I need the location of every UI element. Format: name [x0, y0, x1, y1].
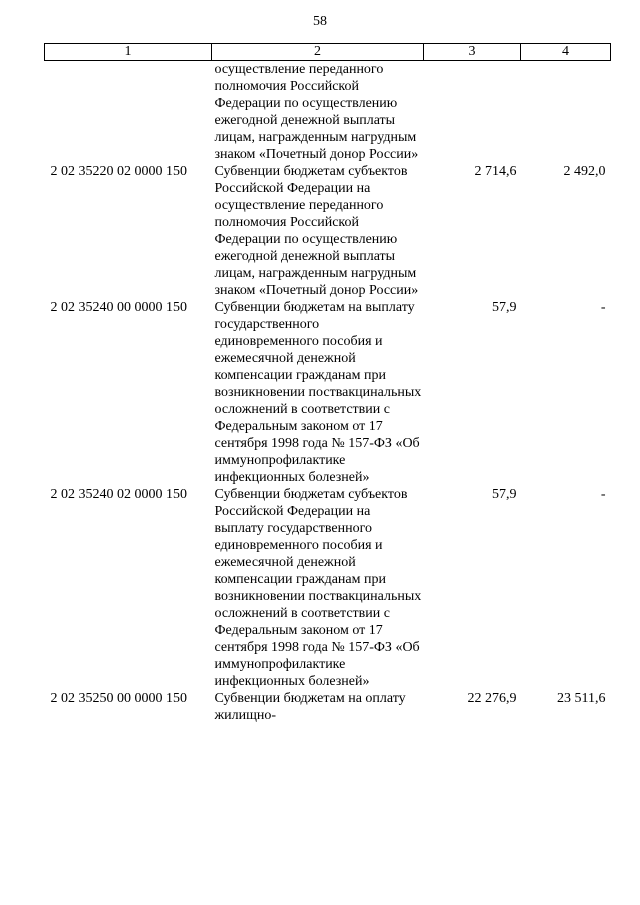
table-row — [45, 61, 611, 164]
row-code: 2 02 35250 00 0000 150 — [50, 691, 187, 706]
row-name: Субвенции бюджетам на выплату государственного единовременного пособия и ежемесячной денежной компенсации гражданам при возникновении поствакцинальных осложнений в соответствии с Федеральным законом от 17 сентября 1998 года № 157-ФЗ «Об иммунопрофилактике инфекционных болезней» — [214, 300, 422, 485]
header-col-1: 1 — [45, 44, 212, 61]
row-value-col4 — [521, 61, 611, 164]
page-number: 58 — [313, 14, 327, 29]
row-value-col3 — [424, 61, 521, 164]
header-col-2: 2 — [212, 44, 424, 61]
row-value-col4: 23 511,6 — [557, 691, 606, 706]
row-name: Субвенции бюджетам субъектов Российской Федерации на осуществление переданного полномочия Российской Федерации по осуществлению ежегодной денежной выплаты лицам, награжденным нагрудным знаком «Почетный донор России» — [214, 164, 419, 298]
table-row — [45, 690, 611, 724]
row-value-col4: - — [600, 300, 606, 315]
row-value-col3: 2 714,6 — [474, 164, 517, 179]
row-code: 2 02 35240 00 0000 150 — [50, 300, 187, 315]
table-row — [45, 163, 611, 299]
row-value-col3: 57,9 — [492, 300, 517, 315]
row-value-col4: - — [600, 487, 606, 502]
row-value-col3: 57,9 — [492, 487, 517, 502]
row-name: Субвенции бюджетам субъектов Российской Федерации на выплату государственного единовременного пособия и ежемесячной денежной компенсации гражданам при возникновении поствакцинальных осложнений в соответствии с Федеральным законом от 17 сентября 1998 года № 157-ФЗ «Об иммунопрофилактике инфекционных болезней» — [214, 487, 422, 689]
table-row — [45, 299, 611, 486]
header-col-4: 4 — [521, 44, 611, 61]
row-code: 2 02 35240 02 0000 150 — [50, 487, 187, 502]
row-code: 2 02 35220 02 0000 150 — [50, 164, 187, 179]
budget-table — [44, 43, 611, 724]
row-code — [45, 61, 212, 164]
table-row — [45, 486, 611, 690]
row-value-col3: 22 276,9 — [467, 691, 517, 706]
row-name: осуществление переданного полномочия Российской Федерации по осуществлению ежегодной денежной выплаты лицам, награжденным нагрудным знаком «Почетный донор России» — [214, 62, 419, 162]
row-value-col4: 2 492,0 — [563, 164, 606, 179]
header-col-3: 3 — [424, 44, 521, 61]
row-name: Субвенции бюджетам на оплату жилищно- — [214, 691, 406, 723]
header-row — [45, 44, 611, 61]
